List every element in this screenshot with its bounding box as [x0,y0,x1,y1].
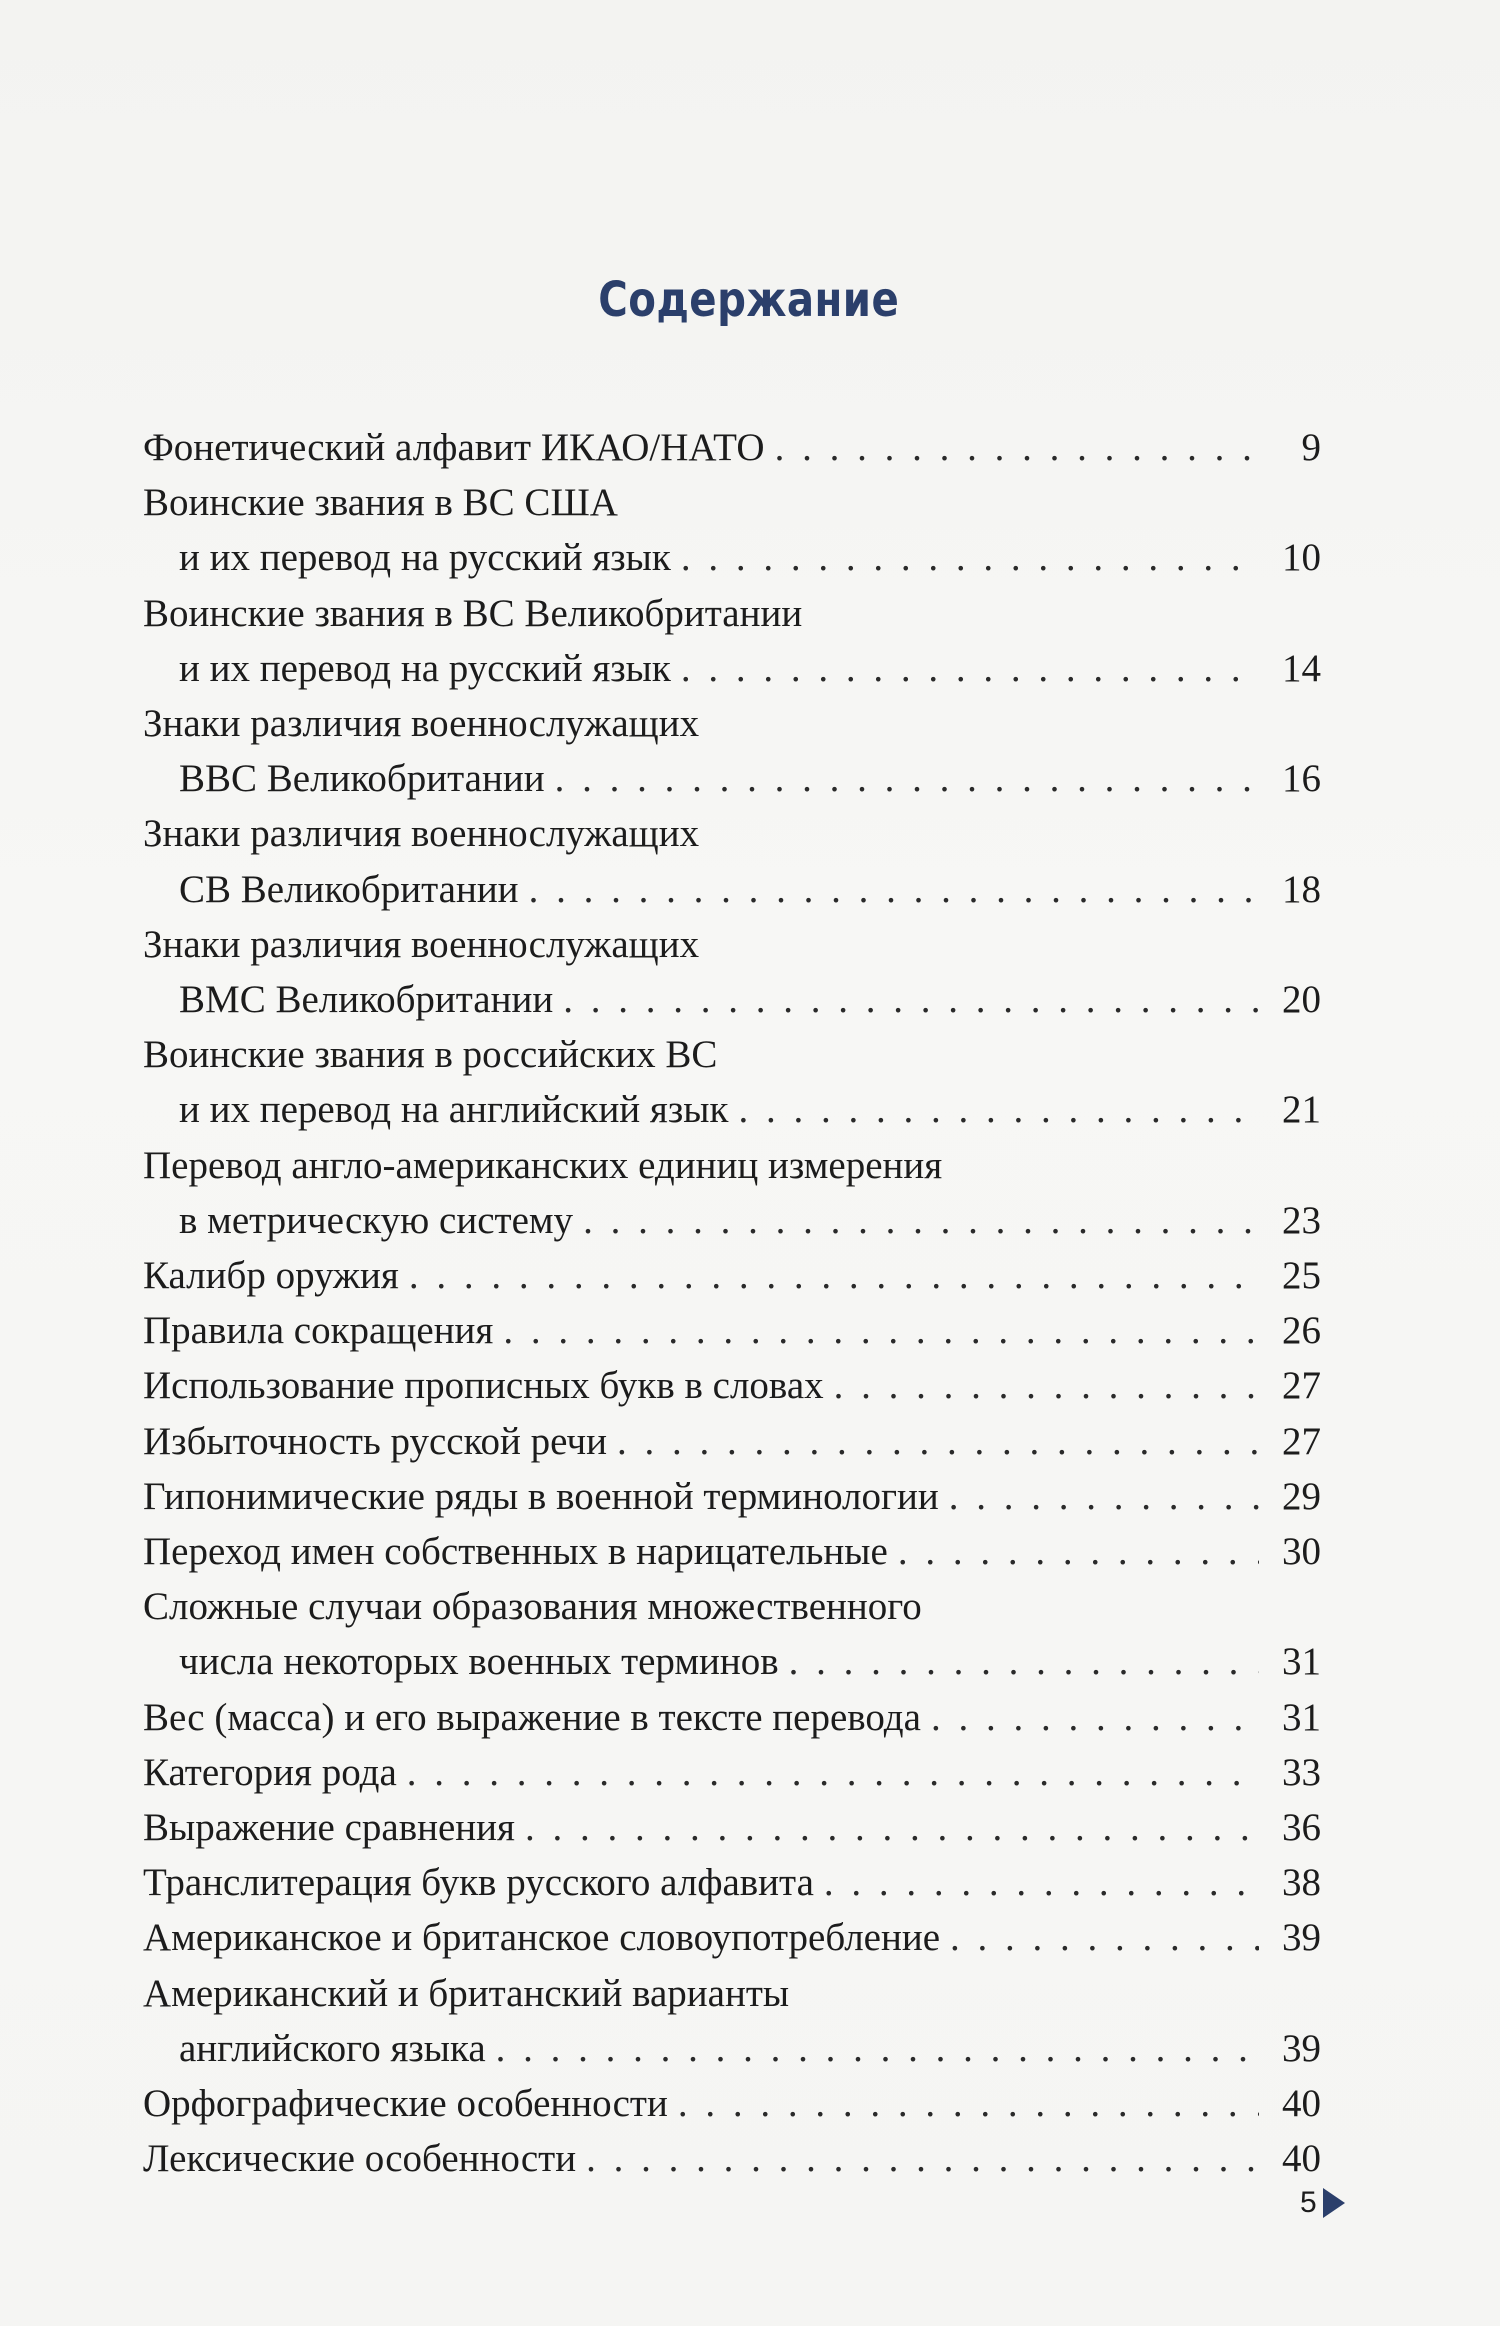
dot-leader [931,1690,1259,1745]
toc-entry [143,1303,1321,1358]
toc-entry-title [143,1524,1321,1579]
toc-entry-continuation [143,641,1321,696]
toc-entry-continuation [143,1193,1321,1248]
toc-entry-title [143,1855,1321,1910]
toc-page-number: 30 [1282,1530,1321,1574]
toc-entry-text: Орфографические особенности [143,2082,668,2126]
toc-page-number: 26 [1282,1309,1321,1353]
toc-page-number: 10 [1282,536,1321,580]
dot-leader [834,1358,1259,1413]
toc-entry [143,1414,1321,1469]
toc-page-number: 36 [1282,1806,1321,1850]
toc-page-number: 27 [1282,1419,1321,1463]
toc-entry-title [143,420,1321,475]
page-title: Содержание [598,272,900,328]
toc-entry-title [143,1414,1321,1469]
toc-entry-text: Знаки различия военнослужащих [143,812,700,856]
dot-leader [525,1800,1259,1855]
toc-entry [143,806,1321,916]
toc-entry-text: Лексические особенности [143,2137,577,2181]
toc-entry-text: Американское и британское словоупотребление [143,1916,941,1960]
toc-entry-text: ВВС Великобритании [179,757,545,801]
toc-page-number: 23 [1282,1198,1321,1242]
toc-entry-text: и их перевод на английский язык [179,1088,729,1132]
toc-page-number: 33 [1282,1750,1321,1794]
toc-entry-title [143,1138,1321,1193]
toc-page-number: 29 [1282,1474,1321,1518]
toc-entry-title [143,586,1321,641]
toc-entry [143,917,1321,1027]
dot-leader [529,862,1259,917]
toc-entry [143,420,1321,475]
toc-entry-title [143,1800,1321,1855]
toc-entry-continuation [143,1634,1321,1689]
toc-entry-title [143,1248,1321,1303]
toc-entry-title [143,1303,1321,1358]
table-of-contents [143,420,1321,2187]
toc-page-number: 31 [1282,1695,1321,1739]
toc-entry-text: и их перевод на русский язык [179,536,671,580]
dot-leader [898,1524,1259,1579]
dot-leader [407,1745,1259,1800]
toc-page-number: 40 [1282,2137,1321,2181]
dot-leader [949,1469,1259,1524]
toc-page-number: 40 [1282,2082,1321,2126]
toc-entry [143,475,1321,585]
toc-entry-text: и их перевод на русский язык [179,646,671,690]
dot-leader [678,2076,1259,2131]
toc-entry-continuation [143,530,1321,585]
toc-page-number: 25 [1282,1254,1321,1298]
dot-leader [563,972,1259,1027]
next-page-arrow-icon [1323,2188,1345,2218]
dot-leader [583,1193,1259,1248]
toc-entry-text: Гипонимические ряды в военной терминологии [143,1474,939,1518]
toc-entry-title [143,475,1321,530]
dot-leader [681,641,1259,696]
toc-entry-title [143,1469,1321,1524]
toc-entry [143,1690,1321,1745]
toc-entry-text: английского языка [179,2026,486,2070]
toc-entry [143,1524,1321,1579]
toc-entry [143,1358,1321,1413]
dot-leader [789,1634,1259,1689]
toc-entry-text: Американский и британский варианты [143,1971,790,2015]
toc-entry-text: Использование прописных букв в словах [143,1364,824,1408]
toc-entry-text: Знаки различия военнослужащих [143,922,700,966]
toc-entry-text: ВМС Великобритании [179,978,554,1022]
toc-entry-continuation [143,751,1321,806]
toc-entry-text: Избыточность русской речи [143,1419,608,1463]
toc-entry [143,2131,1321,2186]
toc-entry-text: Воинские звания в ВС Великобритании [143,591,803,635]
toc-page-number: 39 [1282,1916,1321,1960]
toc-entry-continuation [143,862,1321,917]
toc-page-number: 16 [1282,757,1321,801]
toc-entry-title [143,1027,1321,1082]
dot-leader [824,1855,1259,1910]
toc-entry-text: Категория рода [143,1750,397,1794]
toc-entry [143,586,1321,696]
dot-leader [681,530,1259,585]
dot-leader [617,1414,1259,1469]
toc-page-number: 18 [1282,867,1321,911]
toc-entry-continuation [143,972,1321,1027]
toc-page-number: 31 [1282,1640,1321,1684]
toc-entry-text: числа некоторых военных терминов [179,1640,779,1684]
toc-page-number: 27 [1282,1364,1321,1408]
toc-entry-title [143,1579,1321,1634]
dot-leader [775,420,1259,475]
toc-entry-continuation [143,1082,1321,1137]
toc-entry-title [143,1358,1321,1413]
toc-entry-text: Фонетический алфавит ИКАО/НАТО [143,426,765,469]
toc-entry-title [143,1910,1321,1965]
toc-page-number: 9 [1301,426,1321,469]
toc-entry-text: Переход имен собственных в нарицательные [143,1530,888,1574]
dot-leader [496,2021,1259,2076]
dot-leader [503,1303,1259,1358]
toc-entry-title [143,1745,1321,1800]
toc-entry [143,1579,1321,1689]
toc-page-number: 21 [1282,1088,1321,1132]
page-number: 5 [1300,2186,1317,2219]
toc-entry [143,1966,1321,2076]
toc-page-number: 14 [1282,646,1321,690]
toc-entry-title [143,696,1321,751]
toc-entry-text: Транслитерация букв русского алфавита [143,1861,814,1905]
toc-entry-text: Сложные случаи образования множественного [143,1585,922,1629]
toc-entry [143,1910,1321,1965]
toc-entry-text: Выражение сравнения [143,1806,515,1850]
toc-entry-text: Воинские звания в российских ВС [143,1033,718,1077]
dot-leader [409,1248,1259,1303]
toc-entry-text: Перевод англо-американских единиц измерения [143,1143,943,1187]
toc-entry-text: в метрическую систему [179,1198,574,1242]
toc-entry-text: СВ Великобритании [179,867,519,911]
toc-entry-title [143,2076,1321,2131]
toc-entry-title [143,917,1321,972]
toc-entry [143,1745,1321,1800]
toc-page-number: 39 [1282,2026,1321,2070]
toc-entry [143,1138,1321,1248]
toc-entry [143,1855,1321,1910]
page-footer [1300,2186,1345,2220]
toc-page-number: 38 [1282,1861,1321,1905]
dot-leader [950,1910,1259,1965]
dot-leader [586,2131,1259,2186]
toc-entry-title [143,1966,1321,2021]
toc-entry-text: Калибр оружия [143,1254,399,1298]
toc-entry [143,696,1321,806]
toc-entry-title [143,806,1321,861]
dot-leader [738,1082,1259,1137]
toc-entry [143,1027,1321,1137]
toc-entry-title [143,2131,1321,2186]
toc-entry [143,1800,1321,1855]
toc-entry-text: Знаки различия военнослужащих [143,702,700,746]
toc-entry [143,1248,1321,1303]
toc-entry-title [143,1690,1321,1745]
toc-entry-text: Воинские звания в ВС США [143,481,618,525]
toc-entry-continuation [143,2021,1321,2076]
toc-page-number: 20 [1282,978,1321,1022]
dot-leader [555,751,1259,806]
toc-entry [143,2076,1321,2131]
toc-entry [143,1469,1321,1524]
toc-entry-text: Правила сокращения [143,1309,494,1353]
toc-entry-text: Вес (масса) и его выражение в тексте перевода [143,1695,921,1739]
